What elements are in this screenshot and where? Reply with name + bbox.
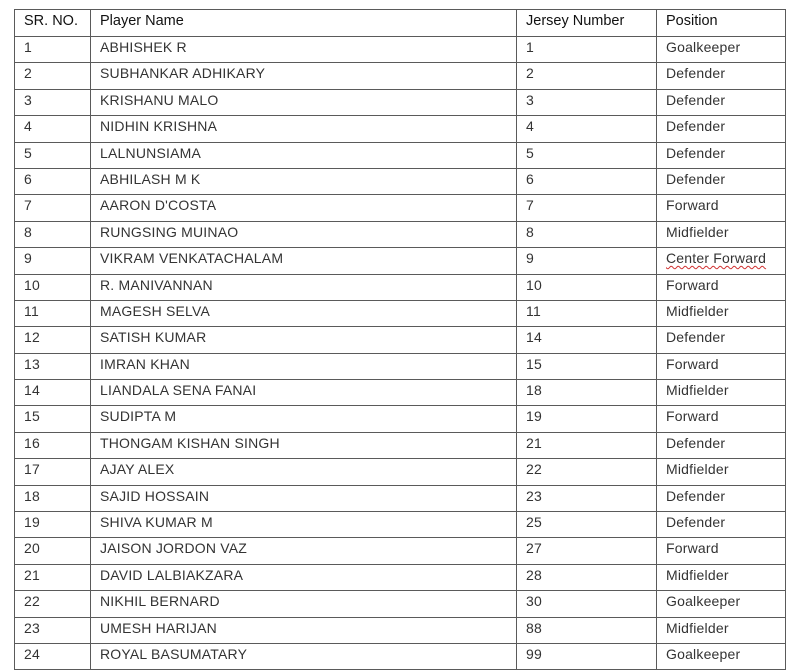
cell-position: Forward — [657, 538, 786, 564]
cell-player-name: SUBHANKAR ADHIKARY — [91, 63, 517, 89]
cell-sr-no: 19 — [15, 512, 91, 538]
table-row — [15, 142, 786, 168]
cell-jersey-number: 27 — [517, 538, 657, 564]
cell-jersey-number: 7 — [517, 195, 657, 221]
cell-sr-no: 14 — [15, 380, 91, 406]
cell-sr-no: 9 — [15, 248, 91, 274]
cell-position: Midfielder — [657, 564, 786, 590]
cell-jersey-number: 8 — [517, 221, 657, 247]
cell-position: Goalkeeper — [657, 643, 786, 669]
cell-player-name: NIDHIN KRISHNA — [91, 116, 517, 142]
cell-player-name: JAISON JORDON VAZ — [91, 538, 517, 564]
cell-player-name: SUDIPTA M — [91, 406, 517, 432]
cell-jersey-number: 1 — [517, 37, 657, 63]
cell-jersey-number: 18 — [517, 380, 657, 406]
cell-sr-no: 8 — [15, 221, 91, 247]
cell-jersey-number: 21 — [517, 432, 657, 458]
table-row — [15, 538, 786, 564]
cell-player-name: VIKRAM VENKATACHALAM — [91, 248, 517, 274]
cell-sr-no: 3 — [15, 89, 91, 115]
cell-position: Midfielder — [657, 617, 786, 643]
cell-jersey-number: 11 — [517, 300, 657, 326]
cell-position: Forward — [657, 195, 786, 221]
cell-player-name: SHIVA KUMAR M — [91, 512, 517, 538]
cell-position: Defender — [657, 63, 786, 89]
cell-position: Defender — [657, 327, 786, 353]
cell-position: Defender — [657, 168, 786, 194]
table-header — [15, 10, 786, 37]
cell-position: Midfielder — [657, 221, 786, 247]
cell-jersey-number: 4 — [517, 116, 657, 142]
cell-sr-no: 13 — [15, 353, 91, 379]
cell-player-name: UMESH HARIJAN — [91, 617, 517, 643]
table-row — [15, 564, 786, 590]
cell-jersey-number: 25 — [517, 512, 657, 538]
cell-jersey-number: 6 — [517, 168, 657, 194]
table-row — [15, 459, 786, 485]
cell-sr-no: 4 — [15, 116, 91, 142]
cell-player-name: RUNGSING MUINAO — [91, 221, 517, 247]
table-row — [15, 274, 786, 300]
cell-sr-no: 20 — [15, 538, 91, 564]
cell-player-name: R. MANIVANNAN — [91, 274, 517, 300]
player-roster-table — [14, 9, 786, 670]
cell-jersey-number: 2 — [517, 63, 657, 89]
cell-player-name: AJAY ALEX — [91, 459, 517, 485]
header-sr-no: SR. NO. — [15, 10, 91, 37]
table-row — [15, 432, 786, 458]
cell-sr-no: 7 — [15, 195, 91, 221]
cell-player-name: ABHISHEK R — [91, 37, 517, 63]
table-body — [15, 37, 786, 670]
cell-player-name: KRISHANU MALO — [91, 89, 517, 115]
cell-position: Goalkeeper — [657, 591, 786, 617]
cell-player-name: SATISH KUMAR — [91, 327, 517, 353]
table-row — [15, 380, 786, 406]
cell-position: Goalkeeper — [657, 37, 786, 63]
cell-position: Midfielder — [657, 300, 786, 326]
cell-jersey-number: 22 — [517, 459, 657, 485]
table-row — [15, 195, 786, 221]
cell-jersey-number: 28 — [517, 564, 657, 590]
cell-position: Defender — [657, 512, 786, 538]
cell-jersey-number: 9 — [517, 248, 657, 274]
cell-position: Midfielder — [657, 380, 786, 406]
cell-player-name: IMRAN KHAN — [91, 353, 517, 379]
cell-sr-no: 12 — [15, 327, 91, 353]
table-row — [15, 168, 786, 194]
cell-sr-no: 10 — [15, 274, 91, 300]
cell-jersey-number: 10 — [517, 274, 657, 300]
cell-sr-no: 23 — [15, 617, 91, 643]
table-row — [15, 89, 786, 115]
cell-sr-no: 21 — [15, 564, 91, 590]
cell-position: Defender — [657, 485, 786, 511]
cell-position: Center Forward — [657, 248, 786, 274]
header-jersey-number: Jersey Number — [517, 10, 657, 37]
cell-player-name: ROYAL BASUMATARY — [91, 643, 517, 669]
cell-player-name: ABHILASH M K — [91, 168, 517, 194]
table-row — [15, 63, 786, 89]
cell-sr-no: 2 — [15, 63, 91, 89]
table-row — [15, 406, 786, 432]
cell-player-name: THONGAM KISHAN SINGH — [91, 432, 517, 458]
cell-sr-no: 1 — [15, 37, 91, 63]
cell-sr-no: 22 — [15, 591, 91, 617]
cell-position: Defender — [657, 116, 786, 142]
table-row — [15, 617, 786, 643]
cell-position: Forward — [657, 406, 786, 432]
cell-sr-no: 18 — [15, 485, 91, 511]
cell-sr-no: 17 — [15, 459, 91, 485]
cell-position: Forward — [657, 274, 786, 300]
cell-player-name: SAJID HOSSAIN — [91, 485, 517, 511]
cell-position: Forward — [657, 353, 786, 379]
cell-sr-no: 5 — [15, 142, 91, 168]
cell-sr-no: 6 — [15, 168, 91, 194]
table-row — [15, 221, 786, 247]
header-position: Position — [657, 10, 786, 37]
cell-jersey-number: 19 — [517, 406, 657, 432]
cell-jersey-number: 5 — [517, 142, 657, 168]
cell-player-name: DAVID LALBIAKZARA — [91, 564, 517, 590]
cell-jersey-number: 14 — [517, 327, 657, 353]
cell-jersey-number: 23 — [517, 485, 657, 511]
cell-player-name: LIANDALA SENA FANAI — [91, 380, 517, 406]
cell-jersey-number: 99 — [517, 643, 657, 669]
cell-sr-no: 16 — [15, 432, 91, 458]
table-row — [15, 300, 786, 326]
cell-player-name: MAGESH SELVA — [91, 300, 517, 326]
table-row — [15, 353, 786, 379]
cell-player-name: LALNUNSIAMA — [91, 142, 517, 168]
cell-position: Defender — [657, 432, 786, 458]
cell-player-name: NIKHIL BERNARD — [91, 591, 517, 617]
table-row — [15, 248, 786, 274]
cell-sr-no: 15 — [15, 406, 91, 432]
cell-jersey-number: 3 — [517, 89, 657, 115]
cell-position: Defender — [657, 89, 786, 115]
header-player-name: Player Name — [91, 10, 517, 37]
cell-jersey-number: 15 — [517, 353, 657, 379]
table-row — [15, 591, 786, 617]
cell-jersey-number: 88 — [517, 617, 657, 643]
table-row — [15, 327, 786, 353]
table-row — [15, 643, 786, 669]
table-row — [15, 37, 786, 63]
cell-sr-no: 24 — [15, 643, 91, 669]
header-row — [15, 10, 786, 37]
table-row — [15, 485, 786, 511]
cell-position: Midfielder — [657, 459, 786, 485]
cell-jersey-number: 30 — [517, 591, 657, 617]
table-row — [15, 512, 786, 538]
cell-sr-no: 11 — [15, 300, 91, 326]
cell-position: Defender — [657, 142, 786, 168]
table-row — [15, 116, 786, 142]
cell-player-name: AARON D'COSTA — [91, 195, 517, 221]
